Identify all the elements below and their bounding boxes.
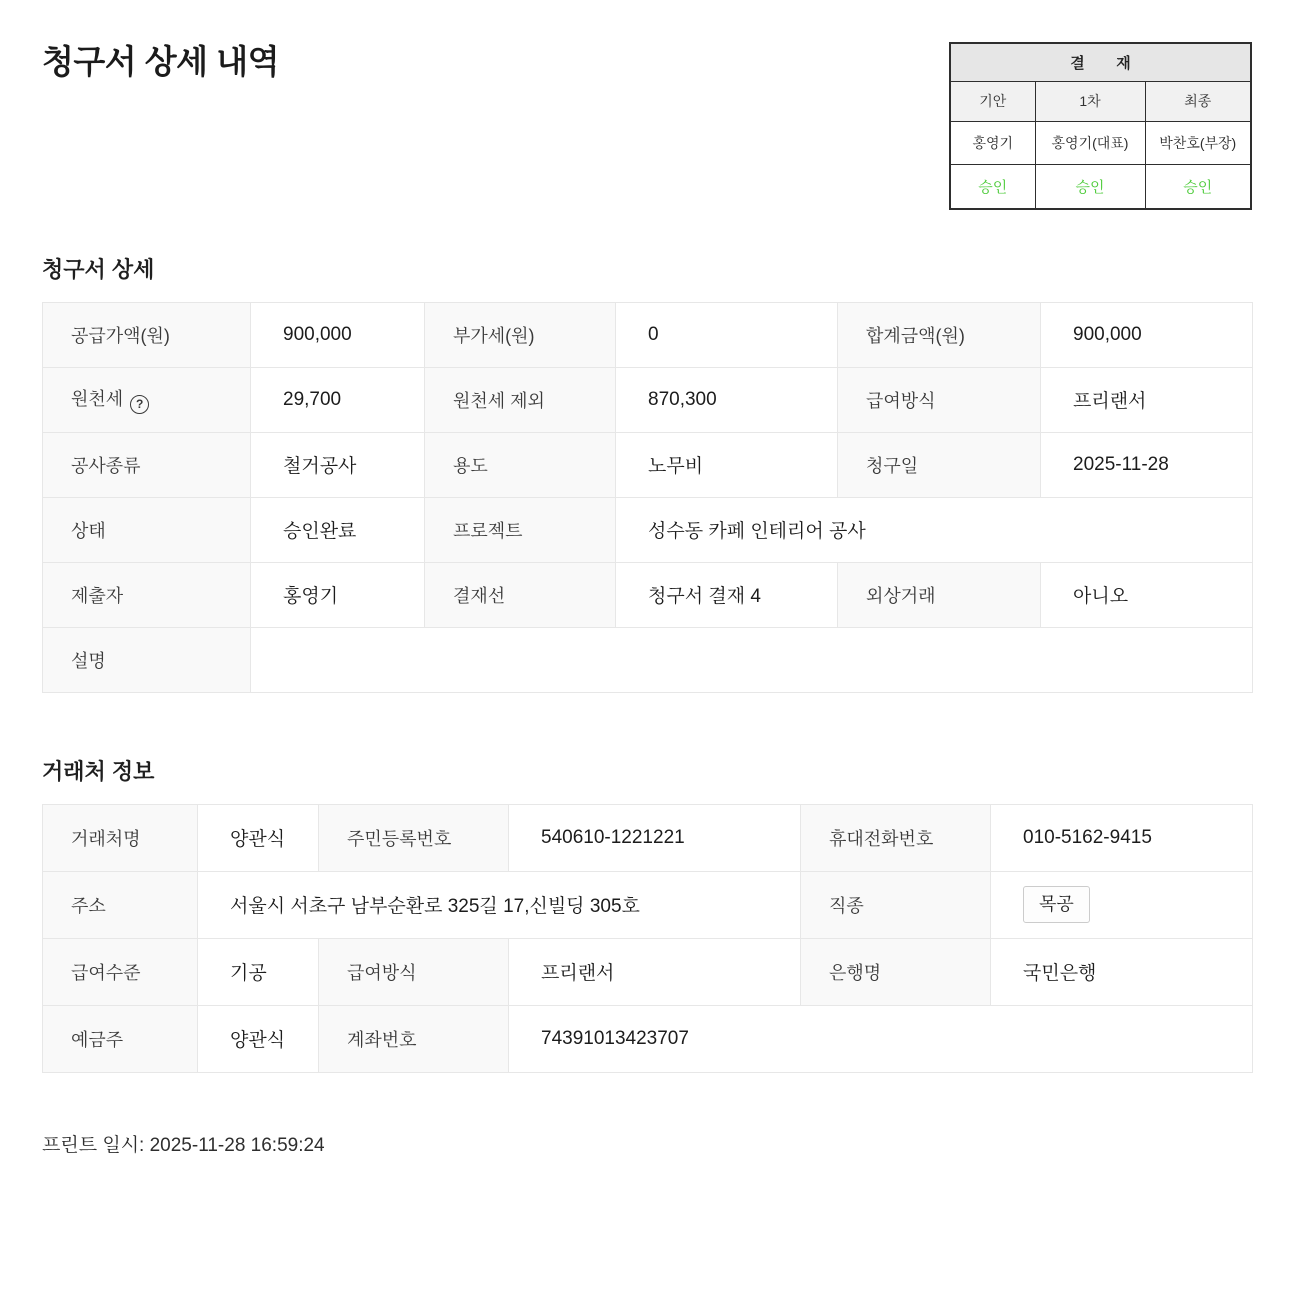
billing-date-label: 청구일 [838, 432, 1041, 497]
project-value: 성수동 카페 인테리어 공사 [616, 497, 1253, 562]
approval-status-final: 승인 [1183, 178, 1213, 196]
table-row [43, 367, 1253, 432]
vendor-name-value: 양관식 [198, 804, 319, 871]
help-icon[interactable]: ? [130, 395, 149, 414]
submitter-value: 홍영기 [251, 562, 425, 627]
pay-method-label: 급여방식 [838, 367, 1041, 432]
table-row [43, 432, 1253, 497]
status-value: 승인완료 [251, 497, 425, 562]
approval-stage-row [950, 81, 1251, 121]
account-number-label: 계좌번호 [319, 1005, 509, 1072]
vat-label: 부가세(원) [425, 302, 616, 367]
approval-approver-first: 홍영기(대표) [1035, 121, 1145, 164]
table-row [43, 302, 1253, 367]
invoice-section-title: 청구서 상세 [42, 256, 155, 282]
approval-approver-final: 박찬호(부장) [1145, 121, 1251, 164]
pay-level-label: 급여수준 [43, 938, 198, 1005]
supply-amount-label: 공급가액(원) [43, 302, 251, 367]
usage-label: 용도 [425, 432, 616, 497]
vendor-info-table [42, 804, 1253, 1073]
job-type-label: 직종 [801, 871, 991, 938]
approval-status-draft: 승인 [978, 178, 1008, 196]
account-holder-label: 예금주 [43, 1005, 198, 1072]
bank-name-value: 국민은행 [991, 938, 1253, 1005]
description-value [251, 627, 1253, 692]
mobile-phone-value: 010-5162-9415 [991, 804, 1253, 871]
approval-stage-final: 최종 [1145, 81, 1251, 121]
resident-id-value: 540610-1221221 [509, 804, 801, 871]
withholding-tax-value: 29,700 [251, 367, 425, 432]
withholding-tax-label-cell [43, 367, 251, 432]
approval-title-cell [950, 43, 1251, 81]
account-number-value: 74391013423707 [509, 1005, 1253, 1072]
job-type-chip[interactable]: 목공 [1023, 886, 1090, 924]
table-row [43, 938, 1253, 1005]
approval-table [949, 42, 1252, 210]
approval-status-cell [1035, 164, 1145, 209]
project-label: 프로젝트 [425, 497, 616, 562]
submitter-label: 제출자 [43, 562, 251, 627]
approval-title-row [950, 43, 1251, 81]
total-amount-label: 합계금액(원) [838, 302, 1041, 367]
approval-stage-draft: 기안 [950, 81, 1035, 121]
vendor-pay-method-value: 프리랜서 [509, 938, 801, 1005]
status-label: 상태 [43, 497, 251, 562]
approval-approver-draft: 홍영기 [950, 121, 1035, 164]
construction-type-label: 공사종류 [43, 432, 251, 497]
resident-id-label: 주민등록번호 [319, 804, 509, 871]
approval-status-first: 승인 [1075, 178, 1105, 196]
pay-level-value: 기공 [198, 938, 319, 1005]
address-label: 주소 [43, 871, 198, 938]
approval-stage-first: 1차 [1035, 81, 1145, 121]
approval-title: 결재 [1070, 54, 1163, 72]
table-row [43, 562, 1253, 627]
bank-name-label: 은행명 [801, 938, 991, 1005]
table-row [43, 1005, 1253, 1072]
supply-amount-value: 900,000 [251, 302, 425, 367]
approval-line-label: 결재선 [425, 562, 616, 627]
page-title: 청구서 상세 내역 [42, 43, 279, 80]
approval-status-cell [950, 164, 1035, 209]
vendor-section-title: 거래처 정보 [42, 758, 155, 784]
account-holder-value: 양관식 [198, 1005, 319, 1072]
invoice-detail-table [42, 302, 1253, 693]
table-row [43, 871, 1253, 938]
mobile-phone-label: 휴대전화번호 [801, 804, 991, 871]
withholding-excluded-value: 870,300 [616, 367, 838, 432]
print-timestamp: 프린트 일시: 2025-11-28 16:59:24 [42, 1134, 325, 1156]
credit-transaction-label: 외상거래 [838, 562, 1041, 627]
withholding-tax-label: 원천세 [71, 389, 124, 410]
withholding-excluded-label: 원천세 제외 [425, 367, 616, 432]
usage-value: 노무비 [616, 432, 838, 497]
billing-date-value: 2025-11-28 [1041, 432, 1253, 497]
address-value: 서울시 서초구 남부순환로 325길 17,신빌딩 305호 [198, 871, 801, 938]
vendor-name-label: 거래처명 [43, 804, 198, 871]
vendor-pay-method-label: 급여방식 [319, 938, 509, 1005]
job-type-value-cell [991, 871, 1253, 938]
approval-line-value: 청구서 결재 4 [616, 562, 838, 627]
credit-transaction-value: 아니오 [1041, 562, 1253, 627]
construction-type-value: 철거공사 [251, 432, 425, 497]
table-row [43, 627, 1253, 692]
table-row [43, 497, 1253, 562]
approval-status-row [950, 164, 1251, 209]
approval-status-cell [1145, 164, 1251, 209]
vat-value: 0 [616, 302, 838, 367]
pay-method-value: 프리랜서 [1041, 367, 1253, 432]
description-label: 설명 [43, 627, 251, 692]
approval-name-row [950, 121, 1251, 164]
total-amount-value: 900,000 [1041, 302, 1253, 367]
table-row [43, 804, 1253, 871]
